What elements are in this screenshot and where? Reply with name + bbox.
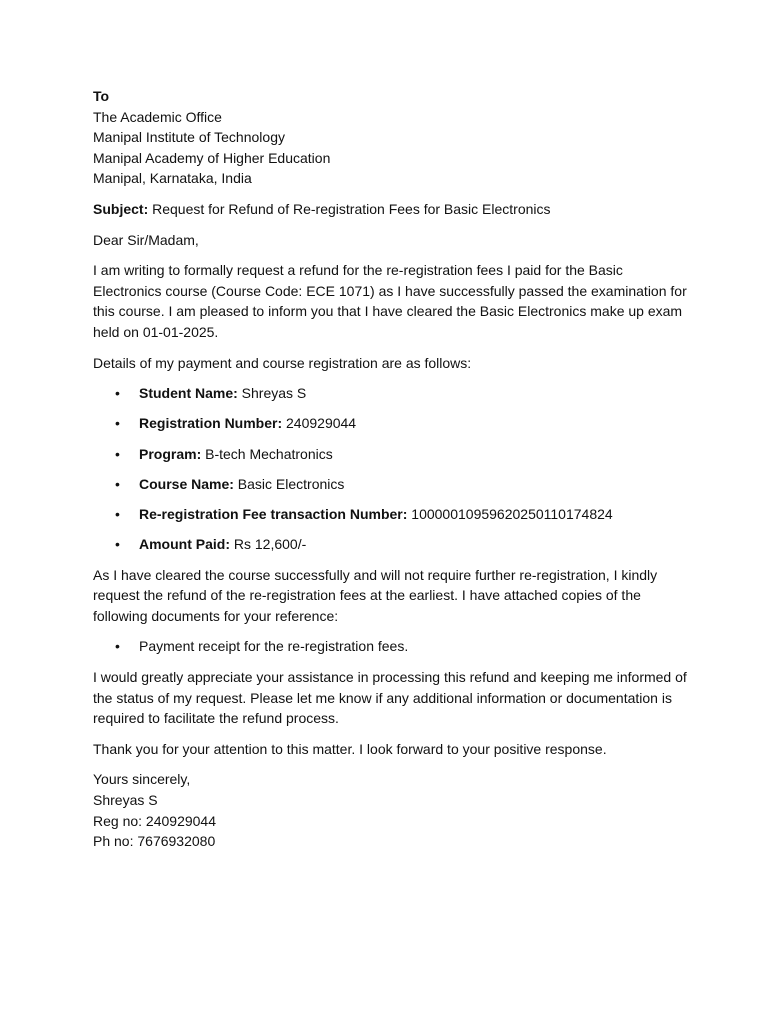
detail-label: Amount Paid: (139, 536, 230, 553)
letter-page (93, 86, 693, 852)
attachments-list (93, 636, 693, 657)
phone-number: Ph no: 7676932080 (93, 833, 216, 850)
bullet-icon: • (115, 475, 120, 492)
detail-label: Program: (139, 445, 202, 462)
address-line: Manipal Institute of Technology (93, 129, 285, 146)
list-item (93, 413, 693, 434)
body-paragraph-4: Thank you for your attention to this matter. I look forward to your positive response. (93, 740, 607, 757)
closing: Yours sincerely, (93, 771, 191, 788)
subject-text: Request for Refund of Re-registration Fees for Basic Electronics (148, 200, 551, 217)
detail-label: Re-registration Fee transaction Number: (139, 505, 408, 522)
detail-label: Registration Number: (139, 415, 283, 432)
detail-label: Student Name: (139, 385, 238, 402)
signature-block (93, 769, 693, 851)
detail-value: Basic Electronics (233, 475, 345, 492)
body-paragraph-3: I would greatly appreciate your assistance in processing this refund and keeping me informed of the status of my request. Please let me know if any additional information or documentation is required to facilitate the refund process. (93, 669, 687, 727)
detail-value: 240929044 (282, 415, 357, 432)
list-item (93, 383, 693, 404)
salutation: Dear Sir/Madam, (93, 231, 199, 248)
attachment-text: Payment receipt for the re-registration fees. (139, 638, 409, 655)
bullet-icon: • (115, 385, 120, 402)
list-item (93, 444, 693, 465)
detail-value: B-tech Mechatronics (201, 445, 333, 462)
address-line: The Academic Office (93, 108, 222, 125)
detail-value: 1000001095962025011017482​4 (407, 505, 613, 522)
list-item (93, 474, 693, 495)
detail-value: Shreyas S (237, 385, 307, 402)
bullet-icon: • (115, 505, 120, 522)
recipient-address (93, 86, 693, 189)
address-line: Manipal Academy of Higher Education (93, 149, 331, 166)
bullet-icon: • (115, 536, 120, 553)
to-label: To (93, 88, 110, 104)
bullet-icon: • (115, 638, 120, 655)
list-item (93, 636, 693, 657)
details-list (93, 383, 693, 555)
bullet-icon: • (115, 445, 120, 462)
subject-line (93, 199, 693, 220)
subject-label: Subject: (93, 200, 149, 217)
body-paragraph-1: I am writing to formally request a refund for the re-registration fees I paid for the Basic Electronics course (Course Code: ECE 1071) as I have successfully passed the examination for this course. I am pleased to inform you that I have cleared the Basic Electronics make up exam held on 01-01-2025. (93, 262, 687, 340)
bullet-icon: • (115, 415, 120, 432)
list-item (93, 504, 693, 525)
body-paragraph-2: As I have cleared the course successfully and will not require further re-registration, I kindly request the refund of the re-registration fees at the earliest. I have attached copies of the following documents for your reference: (93, 566, 658, 624)
signature-name: Shreyas S (93, 792, 158, 808)
detail-label: Course Name: (139, 475, 234, 492)
list-item (93, 534, 693, 555)
reg-number: Reg no: 240929044 (93, 812, 216, 829)
details-intro: Details of my payment and course registration are as follows: (93, 354, 472, 371)
address-line: Manipal, Karnataka, India (93, 170, 252, 187)
detail-value: Rs 12,600/- (230, 536, 307, 553)
